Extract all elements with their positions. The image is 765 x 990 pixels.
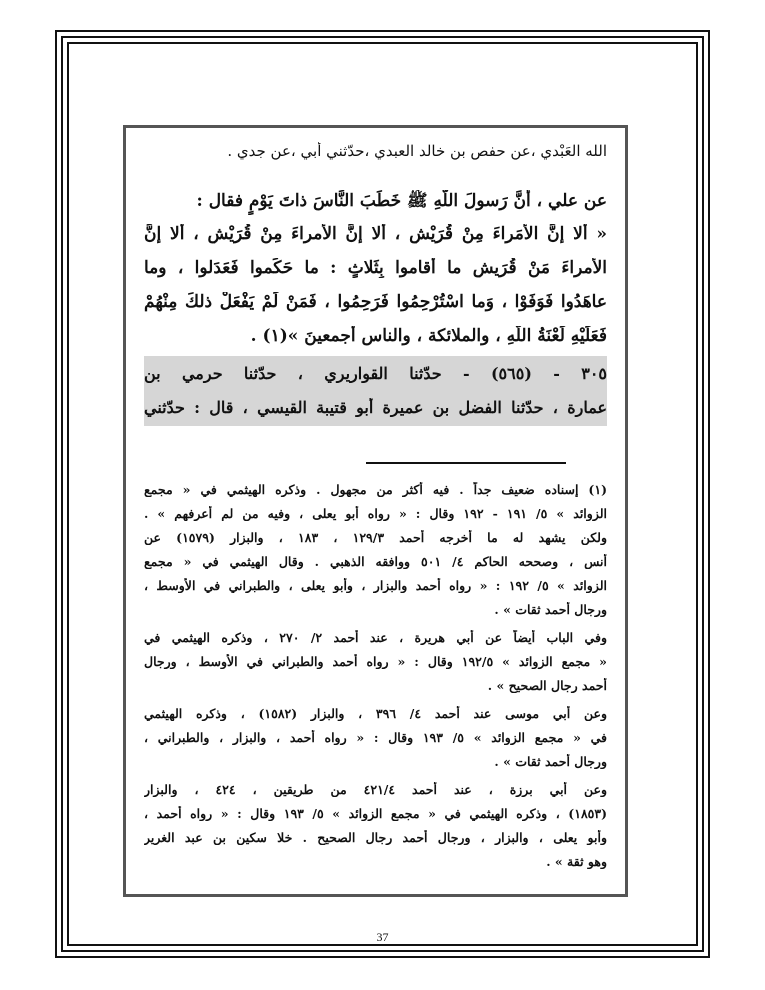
footnote-line: أحمد رجال الصحيح » .: [487, 678, 607, 693]
hadith-line-4: عاهَدُوا فَوَفَوْا ، وَما اسْتُرْحِمُوا فَرَحِمُوا ، فَمَنْ لَمْ يَفْعَلْ ذلكَ مِنْهُمْ: [144, 292, 607, 312]
hadith-line-1: عن علي ، أَنَّ رَسولَ اللَّهِ ﷺ خَطَبَ النَّاسَ ذاتَ يَوْمٍ فقال :: [196, 191, 607, 211]
footnote-line: وهو ثقة » .: [546, 854, 607, 869]
footnote-separator: [366, 462, 566, 464]
hadith-line-3: الأمراءَ مَنْ قُرَيشٍ ما أَقاموا بِثَلاثٍ : ما حَكَموا فَعَدَلوا ، وما: [144, 258, 607, 278]
footnote-line: (١) إسناده ضعيف جداً . فيه أكثر من مجهول . وذكره الهيثمي في « مجمع: [144, 482, 607, 497]
hadith-line-2: « أَلا إنَّ الأُمَراءَ مِنْ قُرَيْشٍ ، أَلا إنَّ الأمراءَ مِنْ قُرَيْشٍ ، أَلا إنَّ: [144, 224, 607, 244]
footnote-line: وفي الباب أيضاً عن أبي هريرة ، عند أحمد ٢/ ٢٧٠ ، وذكره الهيثمي في: [144, 630, 607, 645]
footnote-line: وأبو يعلى ، والبزار ، ورجال أحمد رجال الصحيح . خلا سكين بن عبد الغرير: [144, 830, 607, 845]
footnote-line: الزوائد » ٥/ ١٩١ - ١٩٢ وقال : « رواه أبو يعلى ، وفيه من لم أعرفهم » .: [144, 506, 607, 521]
highlight-line-1: ٣٠٥ - (٥٦٥) - حدّثنا القواريري ، حدّثنا حرمي بن: [144, 364, 607, 383]
footnote-line: وعن أبي موسى عند أحمد ٤/ ٣٩٦ ، والبزار (١٥٨٢) ، وذكره الهيثمي: [144, 706, 607, 721]
footnote-line: في « مجمع الزوائد » ٥/ ١٩٣ وقال : « رواه أحمد ، والبزار ، والطبراني ،: [144, 730, 607, 745]
hadith-line-5: فَعَلَيْهِ لَعْنَةُ اللَّهِ ، والملائكة ، والناسِ أجمعينَ »(١) .: [250, 326, 607, 346]
scanned-page: [123, 125, 628, 897]
footnote-line: وعن أبي برزة ، عند أحمد ٤٢١/٤ من طريقين ، ٤٢٤ ، والبزار: [144, 782, 607, 797]
footnote-line: أنس ، وصححه الحاكم ٤/ ٥٠١ ووافقه الذهبي . وقال الهيثمي في « مجمع: [144, 554, 607, 569]
footnote-line: ورجال أحمد ثقات » .: [494, 602, 607, 617]
footnote-line: ورجال أحمد ثقات » .: [494, 754, 607, 769]
chain-continuation-line: الله العَبْدي ،عن حفص بن خالد العبدي ،حدّثني أبي ،عن جدي .: [227, 142, 607, 160]
page-number: 37: [376, 930, 389, 944]
footnote-line: ولكن يشهد له ما أخرجه أحمد ١٢٩/٣ ، ١٨٣ ، والبزار (١٥٧٩) عن: [144, 530, 607, 545]
highlight-line-2: عمارة ، حدّثنا الفضل بن عميرة أبو قتيبة القيسي ، قال : حدّثني: [144, 398, 607, 417]
footnote-line: الزوائد » ٥/ ١٩٢ : « رواه أحمد والبزار ، وأبو يعلى ، والطبراني في الأوسط ،: [144, 578, 607, 593]
footnote-line: (١٨٥٣) ، وذكره الهيثمي في « مجمع الزوائد » ٥/ ١٩٣ وقال : « رواه أحمد ،: [144, 806, 607, 821]
footnote-line: « مجمع الزوائد » ١٩٢/٥ وقال : « رواه أحمد والطبراني في الأوسط ، ورجال: [144, 654, 607, 669]
